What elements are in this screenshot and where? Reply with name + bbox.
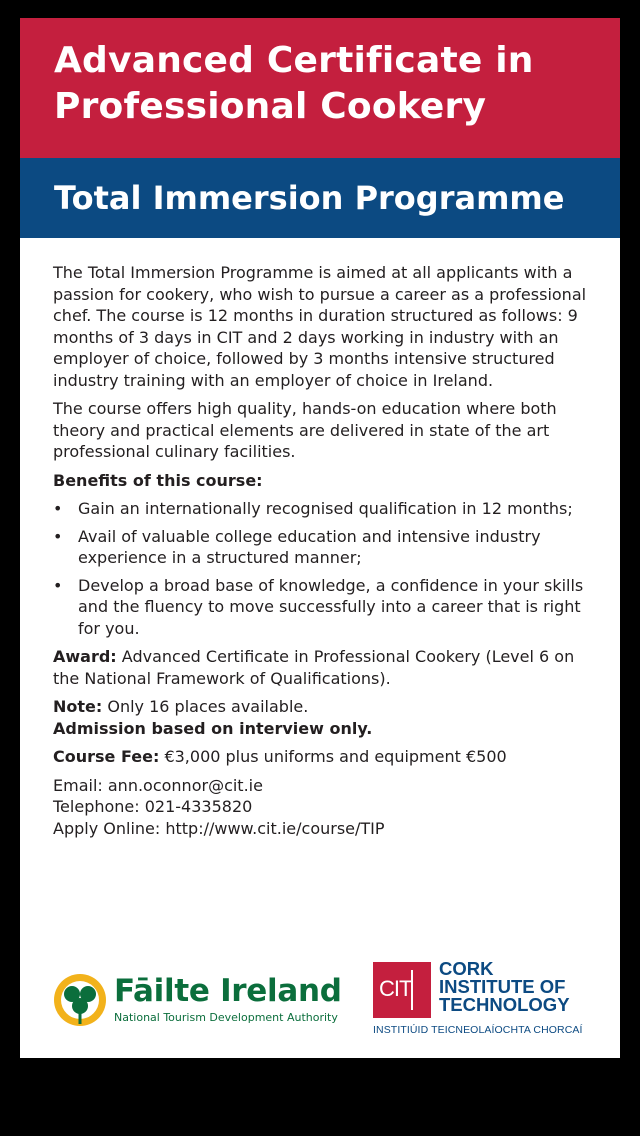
fee-line: [53, 746, 598, 768]
course-title: Advanced Certificate in Professional Cookery: [54, 40, 534, 127]
course-flyer: [20, 18, 620, 1058]
cit-abbreviation: CIT: [379, 976, 412, 1001]
failte-ireland-tagline: National Tourism Development Authority: [114, 1011, 338, 1024]
list-item: [53, 498, 598, 520]
cit-logo: [373, 960, 603, 1040]
email-line: Email: ann.oconnor@cit.ie: [53, 775, 263, 795]
course-description: [53, 262, 598, 839]
benefit-text: Develop a broad base of knowledge, a confidence in your skills and the fluency to move successfully into a career that is right for you.: [78, 575, 584, 638]
admission-line: Admission based on interview only.: [53, 718, 373, 738]
bullet-icon: •: [53, 575, 63, 595]
benefits-list: [53, 498, 598, 639]
note-text: Only 16 places available.: [107, 697, 309, 716]
logo-strip: [20, 958, 620, 1048]
shamrock-icon: [52, 972, 108, 1028]
benefit-text: Gain an internationally recognised qualification in 12 months;: [78, 499, 573, 518]
list-item: [53, 575, 598, 640]
cit-irish-name: INSTITIÚID TEICNEOLAÍOCHTA CHORCAÍ: [373, 1024, 583, 1036]
telephone-line: Telephone: 021-4335820: [53, 797, 253, 816]
fee-label: Course Fee:: [53, 747, 160, 766]
award-line: [53, 646, 598, 689]
cit-emblem: [373, 962, 431, 1018]
award-label: Award:: [53, 647, 117, 666]
apply-online-line: Apply Online: http://www.cit.ie/course/TIP: [53, 818, 385, 838]
note-line: [53, 696, 598, 718]
award-text: Advanced Certificate in Professional Cookery (Level 6 on the National Framework of Qualifications).: [53, 647, 575, 688]
fee-text: €3,000 plus uniforms and equipment €500: [164, 747, 507, 766]
title-banner: [20, 18, 620, 158]
benefits-heading: Benefits of this course:: [53, 470, 263, 490]
cit-name: CORK INSTITUTE OF TECHNOLOGY: [439, 958, 570, 1015]
programme-title: Total Immersion Programme: [54, 179, 565, 217]
quality-paragraph: The course offers high quality, hands-on education where both theory and practical elements are delivered in state of the art professional culinary facilities.: [53, 399, 557, 461]
contact-block: [53, 775, 598, 840]
subtitle-banner: [20, 158, 620, 238]
bullet-icon: •: [53, 526, 63, 546]
note-label: Note:: [53, 697, 103, 716]
failte-ireland-logo: [52, 972, 342, 1032]
list-item: [53, 526, 598, 569]
failte-ireland-name: Fāilte Ireland: [114, 973, 342, 1009]
intro-paragraph: The Total Immersion Programme is aimed at all applicants with a passion for cookery, who wish to pursue a career as a professional chef. The course is 12 months in duration structured as follows: 9 months of 3 days in CIT and 2 days working in industry with an employer of choice, followed by 3 months intensive structured industry training with an employer of choice in Ireland.: [53, 263, 587, 390]
benefit-text: Avail of valuable college education and intensive industry experience in a structured manner;: [78, 526, 541, 567]
bullet-icon: •: [53, 499, 63, 518]
